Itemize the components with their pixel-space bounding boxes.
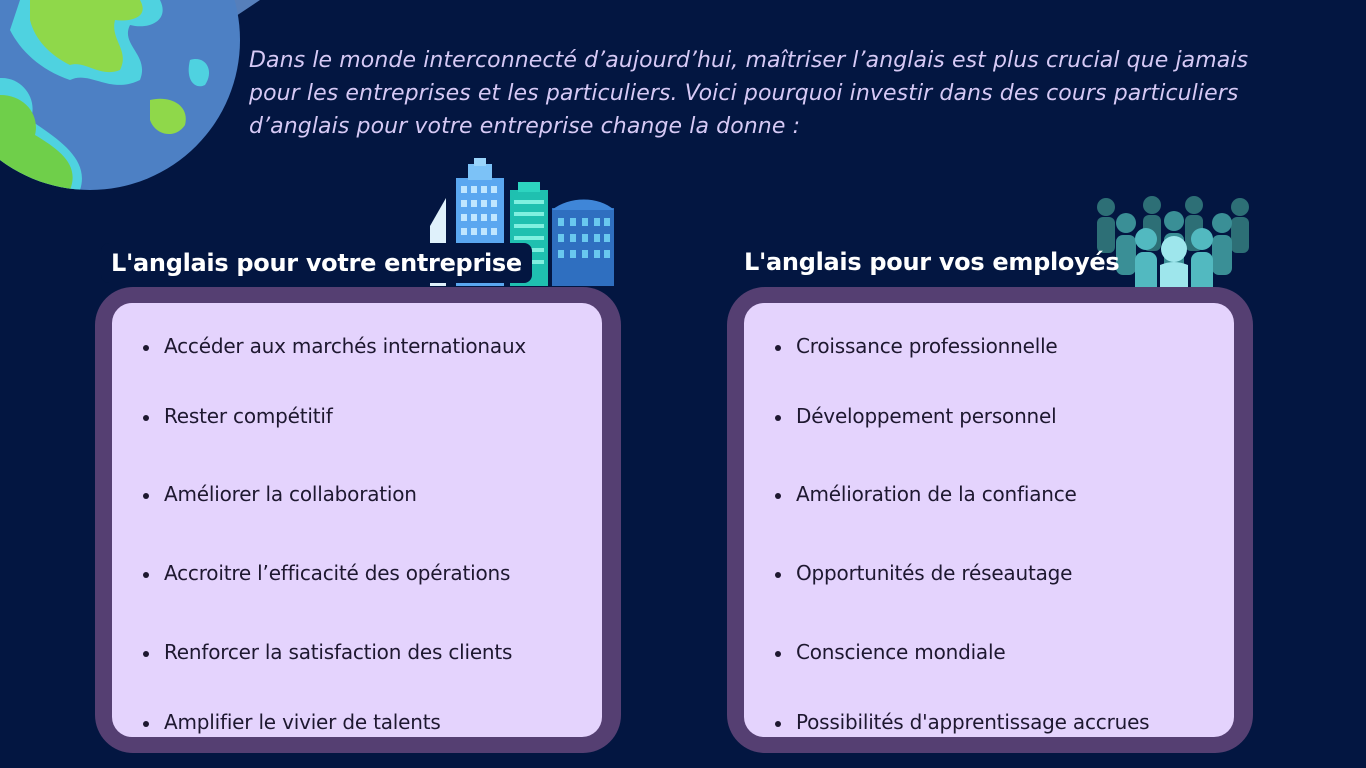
list-item: Améliorer la collaboration (164, 482, 417, 506)
list-item: Renforcer la satisfaction des clients (164, 640, 513, 664)
employees-card-content (744, 303, 1234, 737)
list-item: Croissance professionnelle (796, 334, 1058, 358)
list-item: Développement personnel (796, 404, 1057, 428)
list-item: Possibilités d'apprentissage accrues (796, 710, 1150, 734)
list-item: Amplifier le vivier de talents (164, 710, 441, 734)
list-item: Opportunités de réseautage (796, 561, 1073, 585)
list-item: Rester compétitif (164, 404, 333, 428)
list-item: Amélioration de la confiance (796, 482, 1077, 506)
intro-line: pour les entreprises et les particuliers. Voici pourquoi investir dans des cours particuliers (249, 81, 1239, 106)
business-card-title: L'anglais pour votre entreprise (101, 243, 532, 283)
intro-line: d’anglais pour votre entreprise change la donne : (249, 114, 801, 139)
business-card-content (112, 303, 602, 737)
list-item: Conscience mondiale (796, 640, 1006, 664)
intro-paragraph (249, 44, 1329, 143)
list-item: Accroitre l’efficacité des opérations (164, 561, 511, 585)
employees-card-title: L'anglais pour vos employés (744, 248, 1120, 276)
intro-line: Dans le monde interconnecté d’aujourd’hui, maîtriser l’anglais est plus crucial que jamais (249, 48, 1249, 73)
employees-card (727, 287, 1253, 753)
list-item: Accéder aux marchés internationaux (164, 334, 527, 358)
globe-icon (0, 0, 260, 190)
business-card (95, 287, 621, 753)
